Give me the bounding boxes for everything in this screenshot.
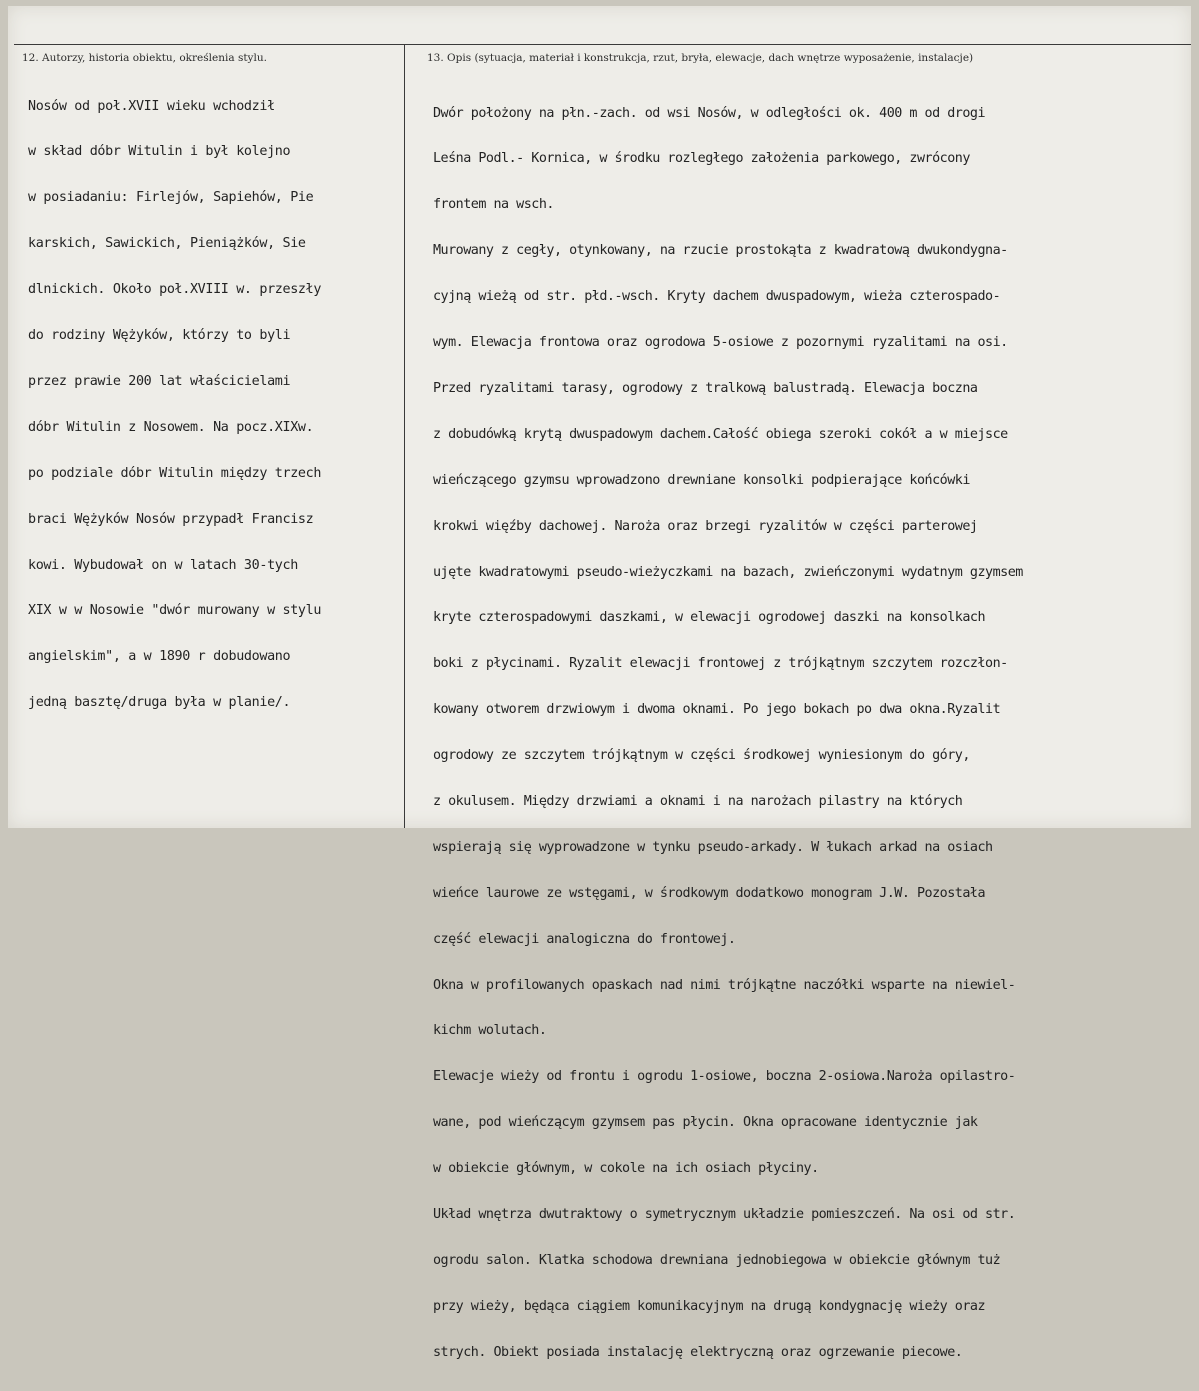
description-line: frontem na wsch. bbox=[433, 197, 554, 213]
description-line: cyjną wieżą od str. płd.-wsch. Kryty dachem dwuspadowym, wieża czterospado- bbox=[433, 289, 1001, 305]
description-line: część elewacji analogiczna do frontowej. bbox=[433, 931, 736, 947]
history-line: Nosów od poł.XVII wieku wchodził bbox=[28, 98, 275, 114]
history-line: dlnickich. Około poł.XVIII w. przeszły bbox=[28, 282, 322, 298]
description-line: boki z płycinami. Ryzalit elewacji frontowej z trójkątnym szczytem rozczłon- bbox=[433, 656, 1008, 672]
description-line: kowany otworem drzwiowym i dwoma oknami. Po jego bokach po dwa okna.Ryzalit bbox=[433, 702, 1001, 718]
history-line: przez prawie 200 lat właścicielami bbox=[28, 373, 291, 389]
history-line: w posiadaniu: Firlejów, Sapiehów, Pie bbox=[28, 190, 314, 206]
history-line: karskich, Sawickich, Pieniążków, Sie bbox=[28, 236, 306, 252]
history-line: w skład dóbr Witulin i był kolejno bbox=[28, 144, 291, 160]
history-line: kowi. Wybudował on w latach 30-tych bbox=[28, 557, 298, 573]
section-13-header: 13. Opis (sytuacja, materiał i konstrukcja, rzut, bryła, elewacje, dach wnętrze wyposażenie, instalacje) bbox=[427, 52, 974, 64]
description-line: Elewacje wieży od frontu i ogrodu 1-osiowe, boczna 2-osiowa.Naroża opilastro- bbox=[433, 1069, 1016, 1085]
description-line: Leśna Podl.- Kornica, w środku rozległego założenia parkowego, zwrócony bbox=[433, 151, 970, 167]
top-rule-divider bbox=[14, 44, 1191, 45]
description-line: Murowany z cegły, otynkowany, na rzucie prostokąta z kwadratową dwukondygna- bbox=[433, 243, 1008, 259]
history-line: po podziale dóbr Witulin między trzech bbox=[28, 465, 322, 481]
description-line: przy wieży, będąca ciągiem komunikacyjnym na drugą kondygnację wieży oraz bbox=[433, 1298, 986, 1314]
document-sheet bbox=[8, 6, 1191, 1360]
description-line: Przed ryzalitami tarasy, ogrodowy z tralkową balustradą. Elewacja boczna bbox=[433, 380, 978, 396]
description-line: strych. Obiekt posiada instalację elektryczną oraz ogrzewanie piecowe. bbox=[433, 1344, 963, 1360]
description-line: z dobudówką krytą dwuspadowym dachem.Całość obiega szeroki cokół a w miejsce bbox=[433, 426, 1008, 442]
description-line: wspierają się wyprowadzone w tynku pseudo-arkady. W łukach arkad na osiach bbox=[433, 839, 993, 855]
description-line: kryte czterospadowymi daszkami, w elewacji ogrodowej daszki na konsolkach bbox=[433, 610, 986, 626]
description-line: ogrodowy ze szczytem trójkątnym w części środkowej wyniesionym do góry, bbox=[433, 748, 970, 764]
history-typed-text bbox=[28, 68, 321, 741]
description-line: z okulusem. Między drzwiami a oknami i na narożach pilastry na których bbox=[433, 793, 963, 809]
history-line: dóbr Witulin z Nosowem. Na pocz.XIXw. bbox=[28, 419, 314, 435]
description-line: kichm wolutach. bbox=[433, 1023, 547, 1039]
description-line: ujęte kwadratowymi pseudo-wieżyczkami na bazach, zwieńczonymi wydatnym gzymsem bbox=[433, 564, 1023, 580]
description-line: Dwór położony na płn.-zach. od wsi Nosów, w odległości ok. 400 m od drogi bbox=[433, 105, 986, 121]
history-line: do rodziny Wężyków, którzy to byli bbox=[28, 328, 291, 344]
history-line: angielskim", a w 1890 r dobudowano bbox=[28, 649, 291, 665]
description-line: wym. Elewacja frontowa oraz ogrodowa 5-osiowe z pozornymi ryzalitami na osi. bbox=[433, 335, 1008, 351]
description-line: krokwi więźby dachowej. Naroża oraz brzegi ryzalitów w części parterowej bbox=[433, 518, 978, 534]
section-12-header: 12. Autorzy, historia obiektu, określenia stylu. bbox=[22, 52, 267, 64]
description-line: w obiekcie głównym, w cokole na ich osiach płyciny. bbox=[433, 1161, 819, 1177]
description-typed-text bbox=[433, 75, 1023, 1391]
description-line: wieńczącego gzymsu wprowadzono drewniane konsolki podpierające końcówki bbox=[433, 472, 970, 488]
description-line: Okna w profilowanych opaskach nad nimi trójkątne naczółki wsparte na niewiel- bbox=[433, 977, 1016, 993]
description-line: wane, pod wieńczącym gzymsem pas płycin. Okna opracowane identycznie jak bbox=[433, 1115, 978, 1131]
description-line: wieńce laurowe ze wstęgami, w środkowym dodatkowo monogram J.W. Pozostała bbox=[433, 885, 986, 901]
column-divider bbox=[404, 44, 405, 828]
description-line: ogrodu salon. Klatka schodowa drewniana jednobiegowa w obiekcie głównym tuż bbox=[433, 1252, 1001, 1268]
description-line: Układ wnętrza dwutraktowy o symetrycznym układzie pomieszczeń. Na osi od str. bbox=[433, 1206, 1016, 1222]
history-line: XIX w w Nosowie "dwór murowany w stylu bbox=[28, 603, 322, 619]
history-line: braci Wężyków Nosów przypadł Francisz bbox=[28, 511, 314, 527]
history-line: jedną basztę/druga była w planie/. bbox=[28, 695, 291, 711]
